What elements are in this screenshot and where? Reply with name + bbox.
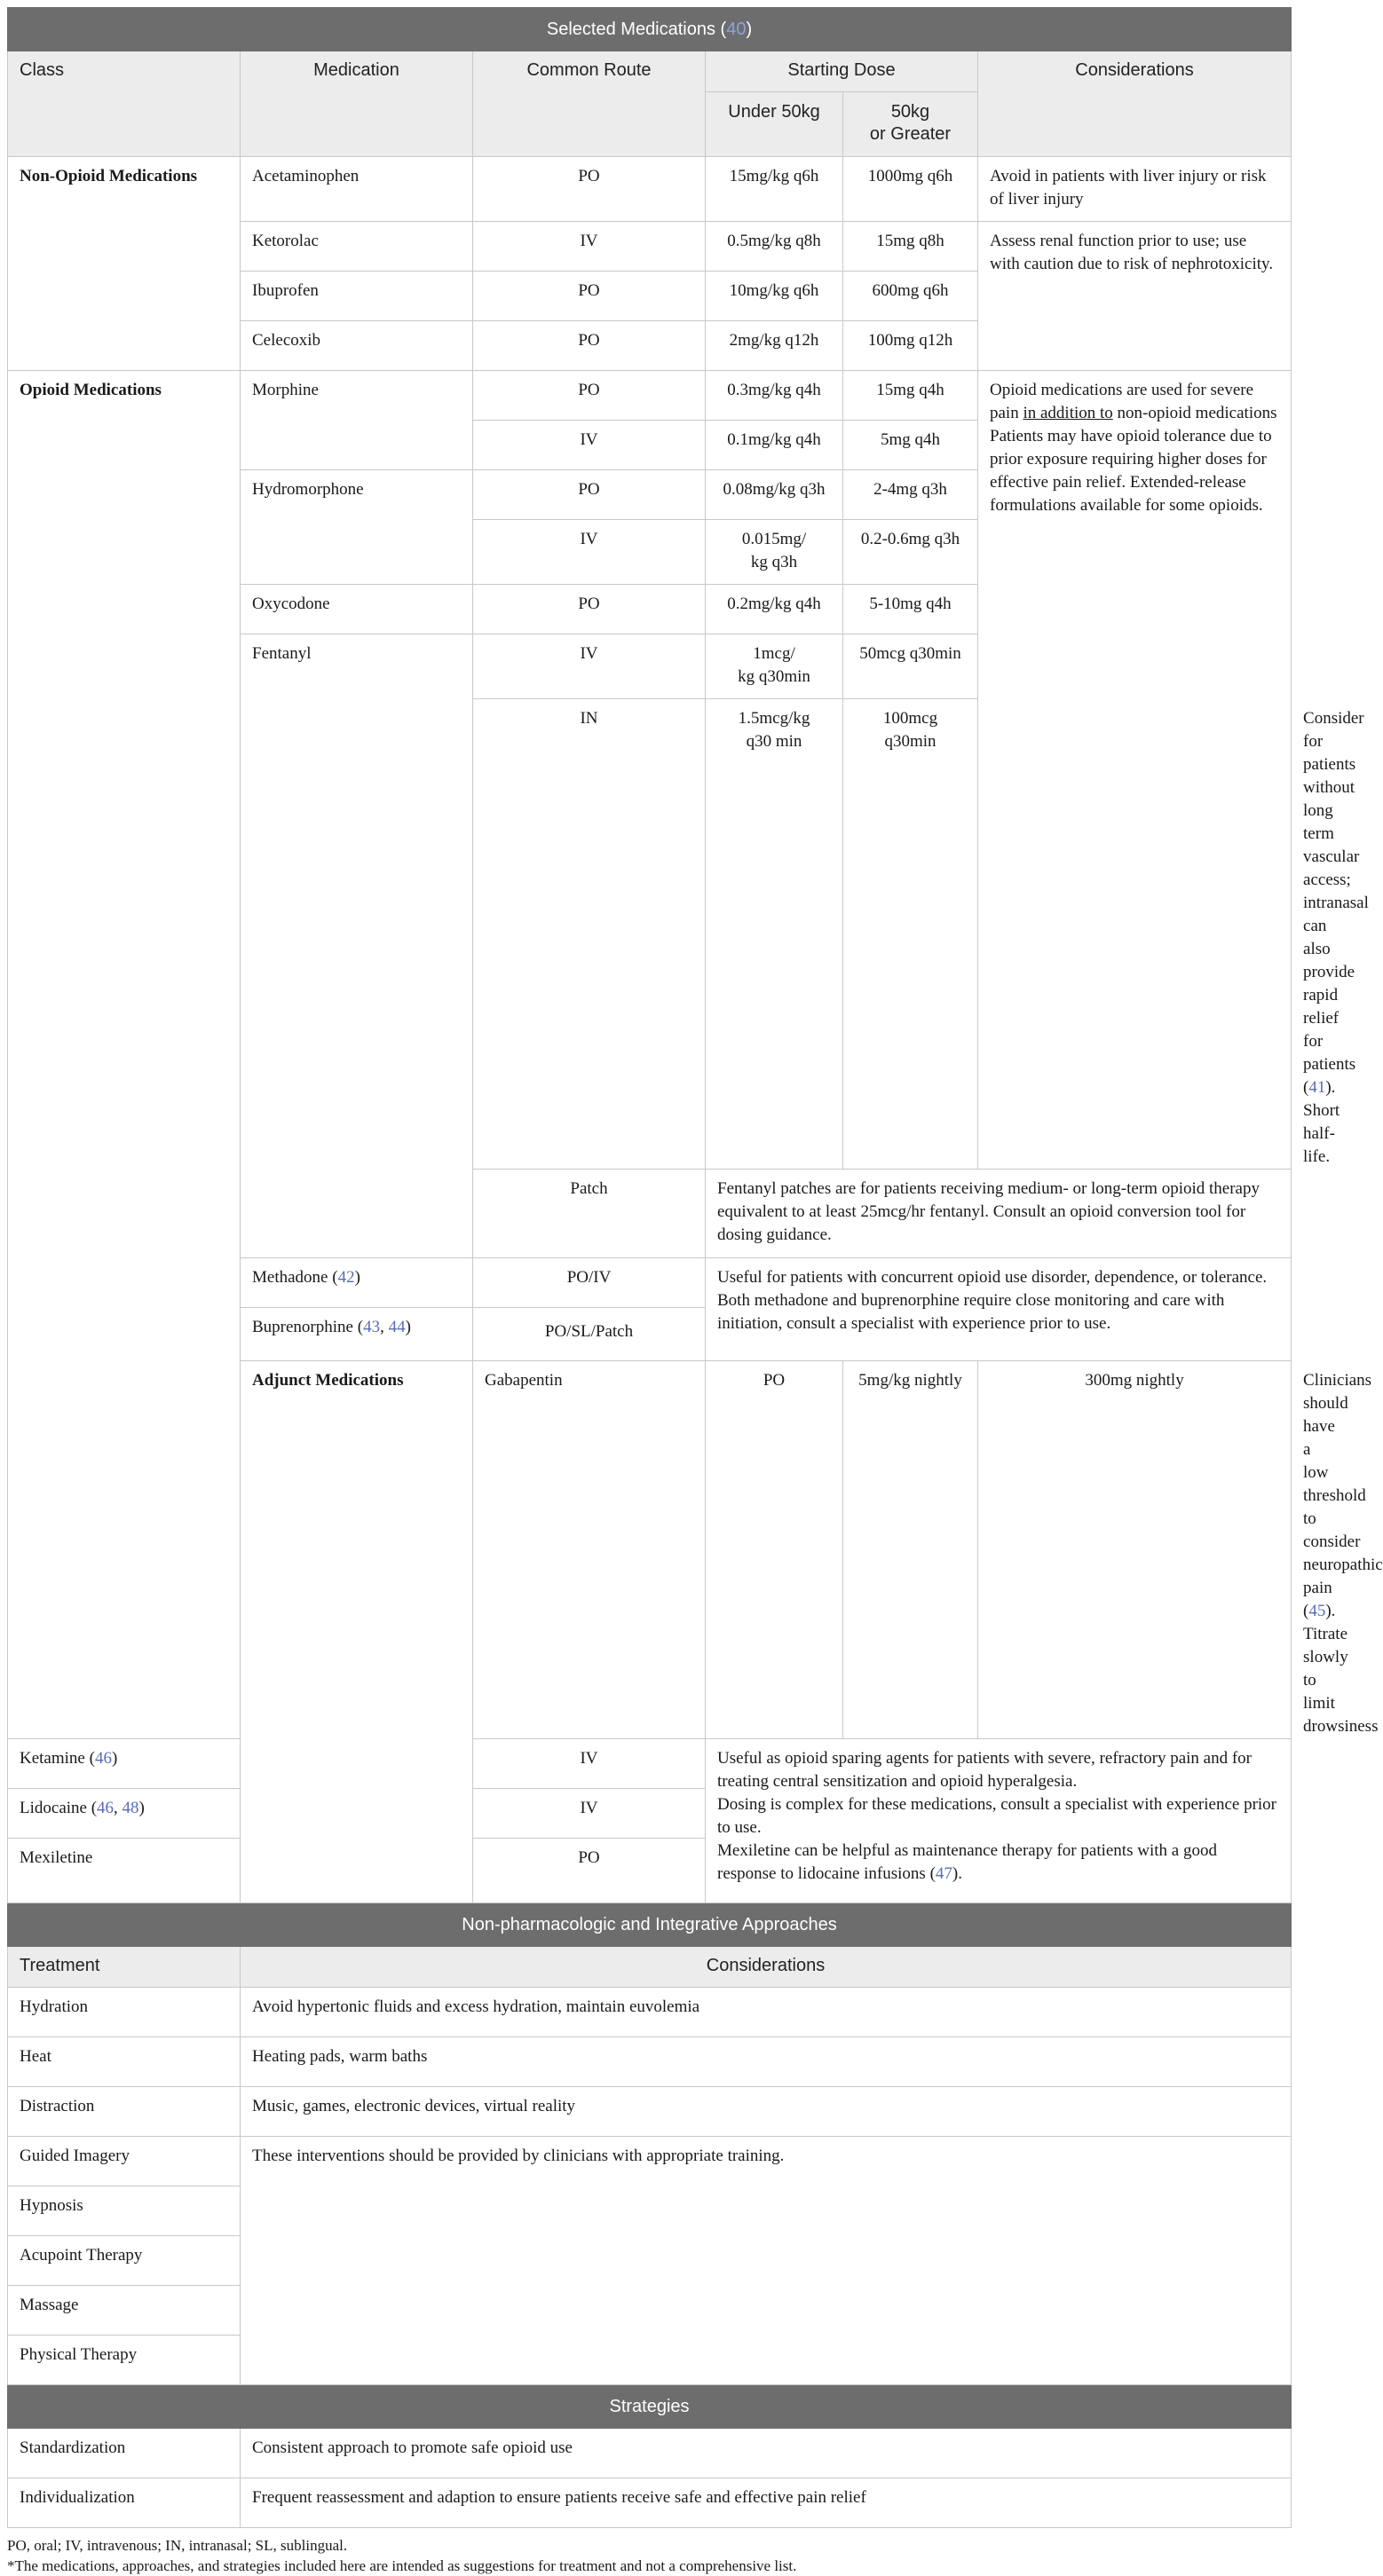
dose-50-or-greater: 0.2-0.6mg q3h [843, 520, 978, 585]
header-nonpharm-considerations: Considerations [241, 1947, 1292, 1988]
dose-under-50: 0.1mg/kg q4h [706, 421, 843, 470]
footnote-disclaimer: *The medications, approaches, and strategies included here are intended as suggestions for treatment and not a comprehensive list. [7, 2557, 797, 2574]
citation-link[interactable]: 48 [122, 1799, 139, 1817]
class-non-opioid: Non-Opioid Medications [8, 157, 241, 371]
route-cell: PO [473, 585, 706, 634]
header-treatment: Treatment [8, 1947, 241, 1988]
dose-under-50: 1.5mcg/kg q30 min [706, 699, 843, 1170]
table-footnotes [7, 2535, 1291, 2576]
consideration-cell: Heating pads, warm baths [241, 2037, 1292, 2087]
pain-management-table: Selected Medications (40) Class Medication Common Route Starting Dose Considerations Under 50kg 50kg or Greater Non-Opioid Medications Acetaminophen PO 15mg/kg q6h 1000mg q6h Avoid in patients with liver injury or risk of liver injury Ketorolac IV 0.5mg/kg q8h 15mg q8h Assess renal function prior to use; use with caution due to risk of nephrotoxicity. Ibuprofen PO 10mg/kg q6h 600mg q6h Celecoxib PO 2mg/kg q12h 100mg q12h Opioid Medications Morphine PO 0.3mg/kg q4h 15mg q4h Opioid medications are used for severe pain in addition to non-opioid medications Patients may have opioid tolerance due to prior exposure requiring higher doses for effective pain relief. Extended-release formulations available for some opioids. IV 0.1mg/kg q4h 5mg q4h Hydromorphone PO 0.08mg/kg q3h 2-4mg q3h IV 0.015mg/ kg q3h 0.2-0.6mg q3h Oxycodone PO 0.2mg/kg q4h 5-10mg q4h Fentanyl IV 1mcg/ kg q30min 50mcg q30min IN 1.5mcg/kg q30 min 100mcg q30min Consider for patients without long term vascular access; intranasal can also provide rapid relief for patients (41). Short half-life. Patch Fentanyl patches are for patients receiving medium- or long-term opioid therapy equivalent to at least 25mcg/hr fentanyl. Consult an opioid conversion tool for dosing guidance. Methadone (42) PO/IV Useful for patients with concurrent opioid use disorder, dependence, or tolerance. Both methadone and buprenorphine require close monitoring and care with initiation, consult a specialist with experience prior to use. Buprenorphine (43, 44) PO/SL/Patch Adjunct Medications Gabapentin PO 5mg/kg nightly 300mg nightly Clinicians should have a low threshold to consider neuropathic pain (45). Titrate slowly to limit drowsiness Ketamine (46) IV Useful as opioid sparing agents for patients with severe, refractory pain and for treating central sensitization and opioid hyperalgesia. Dosing is complex for these medications, consult a specialist with experience prior to use. Mexiletine can be helpful as maintenance therapy for patients with a good response to lidocaine infusions (47). Lidocaine (46, 48) IV Mexiletine PO Non-pharmacologic and Integrative Approaches Treatment Considerations Hydration Avoid hypertonic fluids and excess hydration, maintain euvolemia Heat Heating pads, warm baths Distraction Music, games, electronic devices, virtual reality Guided Imagery These interventions should be provided by clinicians with appropriate training. Hypnosis Acupoint Therapy Massage Physical Therapy Strategies Standardization Consistent approach to promote safe opioid use Individualization Frequent reassessment and adaption to ensure patients receive safe and effective pain relief [7, 7, 1292, 2528]
dose-under-50: 0.08mg/kg q3h [706, 470, 843, 520]
med-oxycodone: Oxycodone [241, 585, 473, 634]
route-cell: PO/IV [473, 1258, 706, 1308]
route-cell: IN [473, 699, 706, 1170]
section-title-strategies: Strategies [8, 2385, 1292, 2429]
route-cell: PO/SL/Patch [473, 1308, 706, 1361]
route-cell: PO [473, 371, 706, 421]
consideration-adjunct-agents: Useful as opioid sparing agents for patients with severe, refractory pain and for treating central sensitization and opioid hyperalgesia. Dosing is complex for these medications, consult a specialist with experience prior to use. Mexiletine can be helpful as maintenance therapy for patients with a good response to lidocaine infusions (47). [706, 1739, 1292, 1903]
citation-link[interactable]: 46 [97, 1799, 115, 1817]
header-considerations: Considerations [978, 51, 1292, 157]
consideration-cell: Frequent reassessment and adaption to ensure patients receive safe and effective pain relief [241, 2478, 1292, 2528]
route-cell: IV [473, 1739, 706, 1789]
treatment-heat: Heat [8, 2037, 241, 2087]
med-methadone: Methadone (42) [241, 1258, 473, 1308]
dose-50-or-greater: 600mg q6h [843, 272, 978, 321]
dose-50-or-greater: 50mcg q30min [843, 634, 978, 699]
route-cell: PO [473, 321, 706, 371]
route-cell: IV [473, 421, 706, 470]
dose-under-50: 15mg/kg q6h [706, 157, 843, 222]
dose-50-or-greater: 100mcg q30min [843, 699, 978, 1170]
consideration-opioids: Opioid medications are used for severe pain in addition to non-opioid medications Patients may have opioid tolerance due to prior exposure requiring higher doses for effective pain relief. Extended-release formulations available for some opioids. [978, 371, 1292, 1170]
med-morphine: Morphine [241, 371, 473, 470]
consideration-cell: Avoid in patients with liver injury or risk of liver injury [978, 157, 1292, 222]
strategy-standardization: Standardization [8, 2429, 241, 2478]
med-ibuprofen: Ibuprofen [241, 272, 473, 321]
treatment-acupoint: Acupoint Therapy [8, 2236, 241, 2286]
med-ketamine: Ketamine (46) [8, 1739, 241, 1789]
route-cell: PO [473, 470, 706, 520]
consideration-cell: Music, games, electronic devices, virtual reality [241, 2087, 1292, 2137]
citation-link[interactable]: 41 [1308, 1078, 1326, 1097]
dose-under-50: 10mg/kg q6h [706, 272, 843, 321]
med-lidocaine: Lidocaine (46, 48) [8, 1789, 241, 1839]
dose-under-50: 5mg/kg nightly [843, 1361, 978, 1739]
route-cell: PO [473, 157, 706, 222]
citation-link[interactable]: 47 [935, 1864, 952, 1883]
class-opioid: Opioid Medications [8, 371, 241, 1739]
dose-under-50: 0.2mg/kg q4h [706, 585, 843, 634]
section-title-medications: Selected Medications (40) [8, 8, 1292, 51]
dose-50-or-greater: 5-10mg q4h [843, 585, 978, 634]
citation-link[interactable]: 44 [388, 1318, 406, 1336]
class-adjunct: Adjunct Medications [241, 1361, 473, 1903]
route-cell: IV [473, 520, 706, 585]
med-ketorolac: Ketorolac [241, 222, 473, 272]
citation-link[interactable]: 43 [363, 1318, 381, 1336]
dose-50-or-greater: 5mg q4h [843, 421, 978, 470]
header-starting-dose: Starting Dose [706, 51, 978, 92]
header-50kg-or-greater: 50kg or Greater [843, 92, 978, 157]
treatment-hydration: Hydration [8, 1988, 241, 2037]
route-cell: IV [473, 222, 706, 272]
header-route: Common Route [473, 51, 706, 157]
med-buprenorphine: Buprenorphine (43, 44) [241, 1308, 473, 1361]
section-title-nonpharm: Non-pharmacologic and Integrative Approaches [8, 1903, 1292, 1947]
dose-50-or-greater: 2-4mg q3h [843, 470, 978, 520]
citation-link[interactable]: 40 [726, 19, 747, 39]
route-cell: IV [473, 634, 706, 699]
header-class: Class [8, 51, 241, 157]
consideration-fentanyl-patch: Fentanyl patches are for patients receiving medium- or long-term opioid therapy equivalent to at least 25mcg/hr fentanyl. Consult an opioid conversion tool for dosing guidance. [706, 1170, 1292, 1258]
dose-under-50: 0.5mg/kg q8h [706, 222, 843, 272]
citation-link[interactable]: 46 [94, 1749, 112, 1768]
citation-link[interactable]: 42 [337, 1268, 355, 1287]
dose-under-50: 0.015mg/ kg q3h [706, 520, 843, 585]
dose-50-or-greater: 100mg q12h [843, 321, 978, 371]
dose-under-50: 2mg/kg q12h [706, 321, 843, 371]
dose-50-or-greater: 15mg q8h [843, 222, 978, 272]
footnote-abbreviations: PO, oral; IV, intravenous; IN, intranasal; SL, sublingual. [7, 2537, 348, 2554]
dose-under-50: 0.3mg/kg q4h [706, 371, 843, 421]
dose-50-or-greater: 15mg q4h [843, 371, 978, 421]
dose-50-or-greater: 1000mg q6h [843, 157, 978, 222]
consideration-trained-clinicians: These interventions should be provided by clinicians with appropriate training. [241, 2137, 1292, 2385]
med-hydromorphone: Hydromorphone [241, 470, 473, 585]
dose-50-or-greater: 300mg nightly [978, 1361, 1292, 1739]
treatment-massage: Massage [8, 2286, 241, 2336]
consideration-methadone-buprenorphine: Useful for patients with concurrent opioid use disorder, dependence, or tolerance. Both methadone and buprenorphine require close monitoring and care with initiation, consult a specialist with experience prior to use. [706, 1258, 1292, 1361]
pain-management-table-container [7, 7, 1383, 2576]
route-cell: IV [473, 1789, 706, 1839]
consideration-nsaids: Assess renal function prior to use; use with caution due to risk of nephrotoxicity. [978, 222, 1292, 371]
route-cell: PO [473, 1839, 706, 1903]
med-celecoxib: Celecoxib [241, 321, 473, 371]
dose-under-50: 1mcg/ kg q30min [706, 634, 843, 699]
med-fentanyl: Fentanyl [241, 634, 473, 1258]
route-cell: PO [706, 1361, 843, 1739]
header-under-50kg: Under 50kg [706, 92, 843, 157]
consideration-cell: Avoid hypertonic fluids and excess hydration, maintain euvolemia [241, 1988, 1292, 2037]
treatment-hypnosis: Hypnosis [8, 2186, 241, 2236]
strategy-individualization: Individualization [8, 2478, 241, 2528]
treatment-distraction: Distraction [8, 2087, 241, 2137]
treatment-physical-therapy: Physical Therapy [8, 2336, 241, 2385]
citation-link[interactable]: 45 [1308, 1602, 1326, 1620]
header-medication: Medication [241, 51, 473, 157]
route-cell: Patch [473, 1170, 706, 1258]
consideration-cell: Consistent approach to promote safe opioid use [241, 2429, 1292, 2478]
treatment-guided-imagery: Guided Imagery [8, 2137, 241, 2186]
route-cell: PO [473, 272, 706, 321]
med-gabapentin: Gabapentin [473, 1361, 706, 1739]
med-acetaminophen: Acetaminophen [241, 157, 473, 222]
med-mexiletine: Mexiletine [8, 1839, 241, 1903]
